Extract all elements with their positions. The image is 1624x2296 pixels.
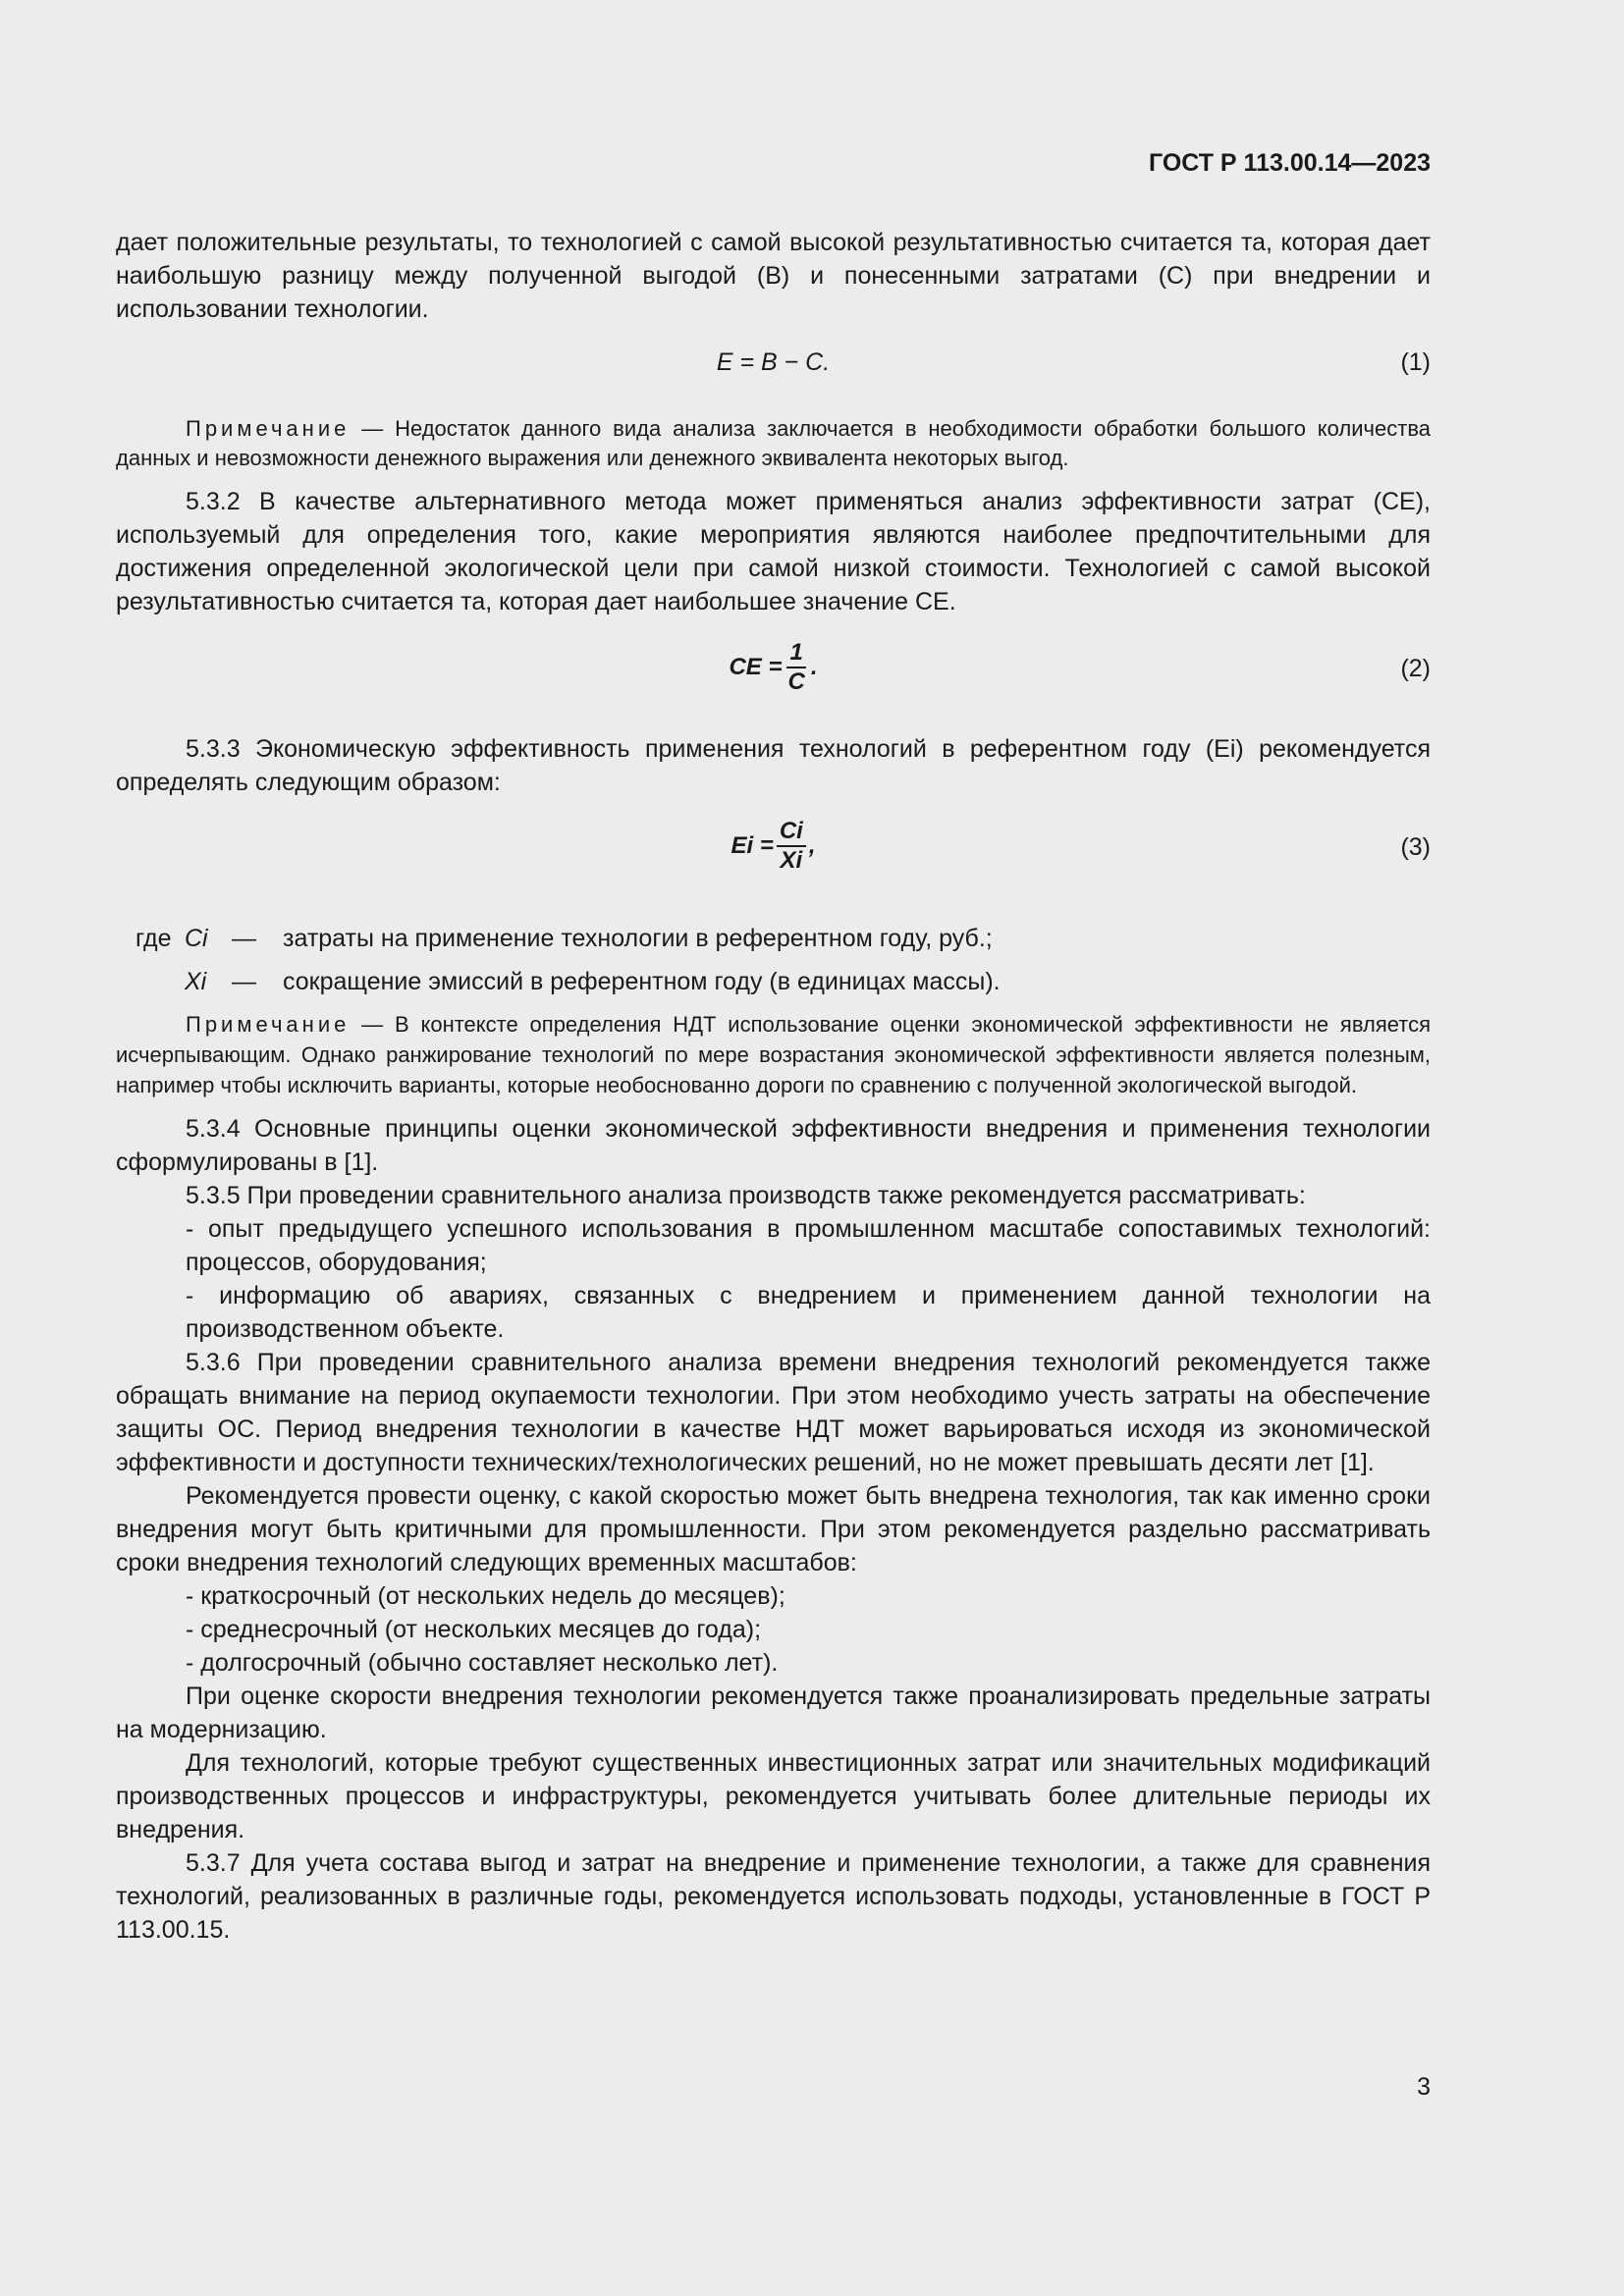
paragraph-5-3-2: 5.3.2 В качестве альтернативного метода может применяться анализ эффективности затрат (CE), используемый для определения того, какие мероприятия являются наиболее предпочтительными для достижения определенной экологической цели при самой низкой стоимости. Технологией с самой высокой результативностью считается та, которая дает наибольшее значение CE. [116,488,1431,615]
formula-3-denominator: Xi [780,847,803,874]
list-item: - среднесрочный (от нескольких месяцев до года); [186,1616,762,1643]
formula-1-expression: E = B − C. [716,348,831,376]
note-1-text: — Недостаток данного вида анализа заключается в необходимости обработки большого количества данных и невозможности денежного выражения или денежного эквивалента некоторых выгод. [116,416,1431,470]
formula-2 [116,632,1431,703]
formula-2-number: (2) [1400,655,1431,682]
formula-3-number: (3) [1400,833,1431,861]
formula-3-numerator: Ci [777,818,806,847]
where-symbol-ci: Ci [185,925,208,952]
paragraph-5-3-5: 5.3.5 При проведении сравнительного анализа производств также рекомендуется рассматривать: [186,1182,1306,1209]
where-dash-ci: — [232,925,256,952]
where-symbol-xi: Xi [185,968,207,995]
where-text-xi: сокращение эмиссий в референтном году (в единицах массы). [283,968,1001,995]
formula-2-fraction [785,639,808,696]
paragraph-5-3-6: 5.3.6 При проведении сравнительного анализа времени внедрения технологий рекомендуется также обращать внимание на период окупаемости технологии. При этом необходимо учесть затраты на обеспечение защиты ОС. Период внедрения технологии в качестве НДТ может варьироваться исходя из экономической эффективности и доступности технических/технологических решений, но не может превышать десяти лет [1]. [116,1349,1431,1476]
document-body [116,226,1431,1947]
formula-2-tail: . [810,654,818,680]
formula-1-number: (1) [1400,348,1431,376]
paragraph-investment: Для технологий, которые требуют существенных инвестиционных затрат или значительных модификаций производственных процессов и инфраструктуры, рекомендуется учитывать более длительные периоды их внедрения. [116,1749,1431,1843]
list-item: - информацию об авариях, связанных с внедрением и применением данной технологии на производственном объекте. [186,1282,1431,1343]
formula-3-fraction [777,818,806,875]
paragraph-5-3-7: 5.3.7 Для учета состава выгод и затрат на внедрение и применение технологии, а также для сравнения технологий, реализованных в различные годы, рекомендуется использовать подходы, установленные в ГОСТ Р 113.00.15. [116,1849,1431,1944]
note-2 [116,1009,1431,1100]
paragraph-recommendation: Рекомендуется провести оценку, с какой скоростью может быть внедрена технология, так как именно сроки внедрения могут быть критичными для промышленности. При этом рекомендуется раздельно рассматривать сроки внедрения технологий следующих временных масштабов: [116,1482,1431,1576]
list-item: - краткосрочный (от нескольких недель до месяцев); [186,1582,785,1610]
formula-3-tail: , [808,832,816,859]
formula-2-denominator: C [787,668,805,695]
note-1-label: Примечание [186,416,351,441]
note-1 [116,414,1431,473]
paragraph-5-3-4: 5.3.4 Основные принципы оценки экономической эффективности внедрения и применения технологии сформулированы в [1]. [116,1115,1431,1176]
formula-2-lhs: CE = [729,654,783,680]
formula-2-numerator: 1 [786,639,805,668]
paragraph-speed: При оценке скорости внедрения технологии рекомендуется также проанализировать предельные затраты на модернизацию. [116,1682,1431,1743]
paragraph-intro: дает положительные результаты, то технологией с самой высокой результативностью считается та, которая дает наибольшую разницу между полученной выгодой (B) и понесенными затратами (C) при внедрении и использовании технологии. [116,229,1431,323]
where-row-xi [116,960,1431,1003]
where-row-ci [116,917,1431,960]
formula-1 [116,346,1431,379]
formula-3-lhs: Ei = [731,832,774,859]
formula-3 [116,811,1431,881]
where-dash-xi: — [232,968,256,995]
document-header: ГОСТ Р 113.00.14—2023 [1148,149,1431,177]
list-item: - долгосрочный (обычно составляет несколько лет). [186,1649,779,1677]
paragraph-5-3-3: 5.3.3 Экономическую эффективность применения технологий в референтном году (Ei) рекомендуется определять следующим образом: [116,735,1431,796]
note-2-text: — В контексте определения НДТ использование оценки экономической эффективности не является исчерпывающим. Однако ранжирование технологий по мере возрастания экономической эффективности является полезным, например чтобы исключить варианты, которые необоснованно дороги по сравнению с полученной экологической выгодой. [116,1012,1431,1097]
note-2-label: Примечание [186,1012,351,1037]
where-prefix: где [135,925,172,952]
where-text-ci: затраты на применение технологии в референтном году, руб.; [283,925,993,952]
list-item: - опыт предыдущего успешного использования в промышленном масштабе сопоставимых технологий: процессов, оборудования; [186,1215,1431,1276]
where-clause [116,917,1431,1003]
page-number: 3 [1417,2073,1431,2101]
